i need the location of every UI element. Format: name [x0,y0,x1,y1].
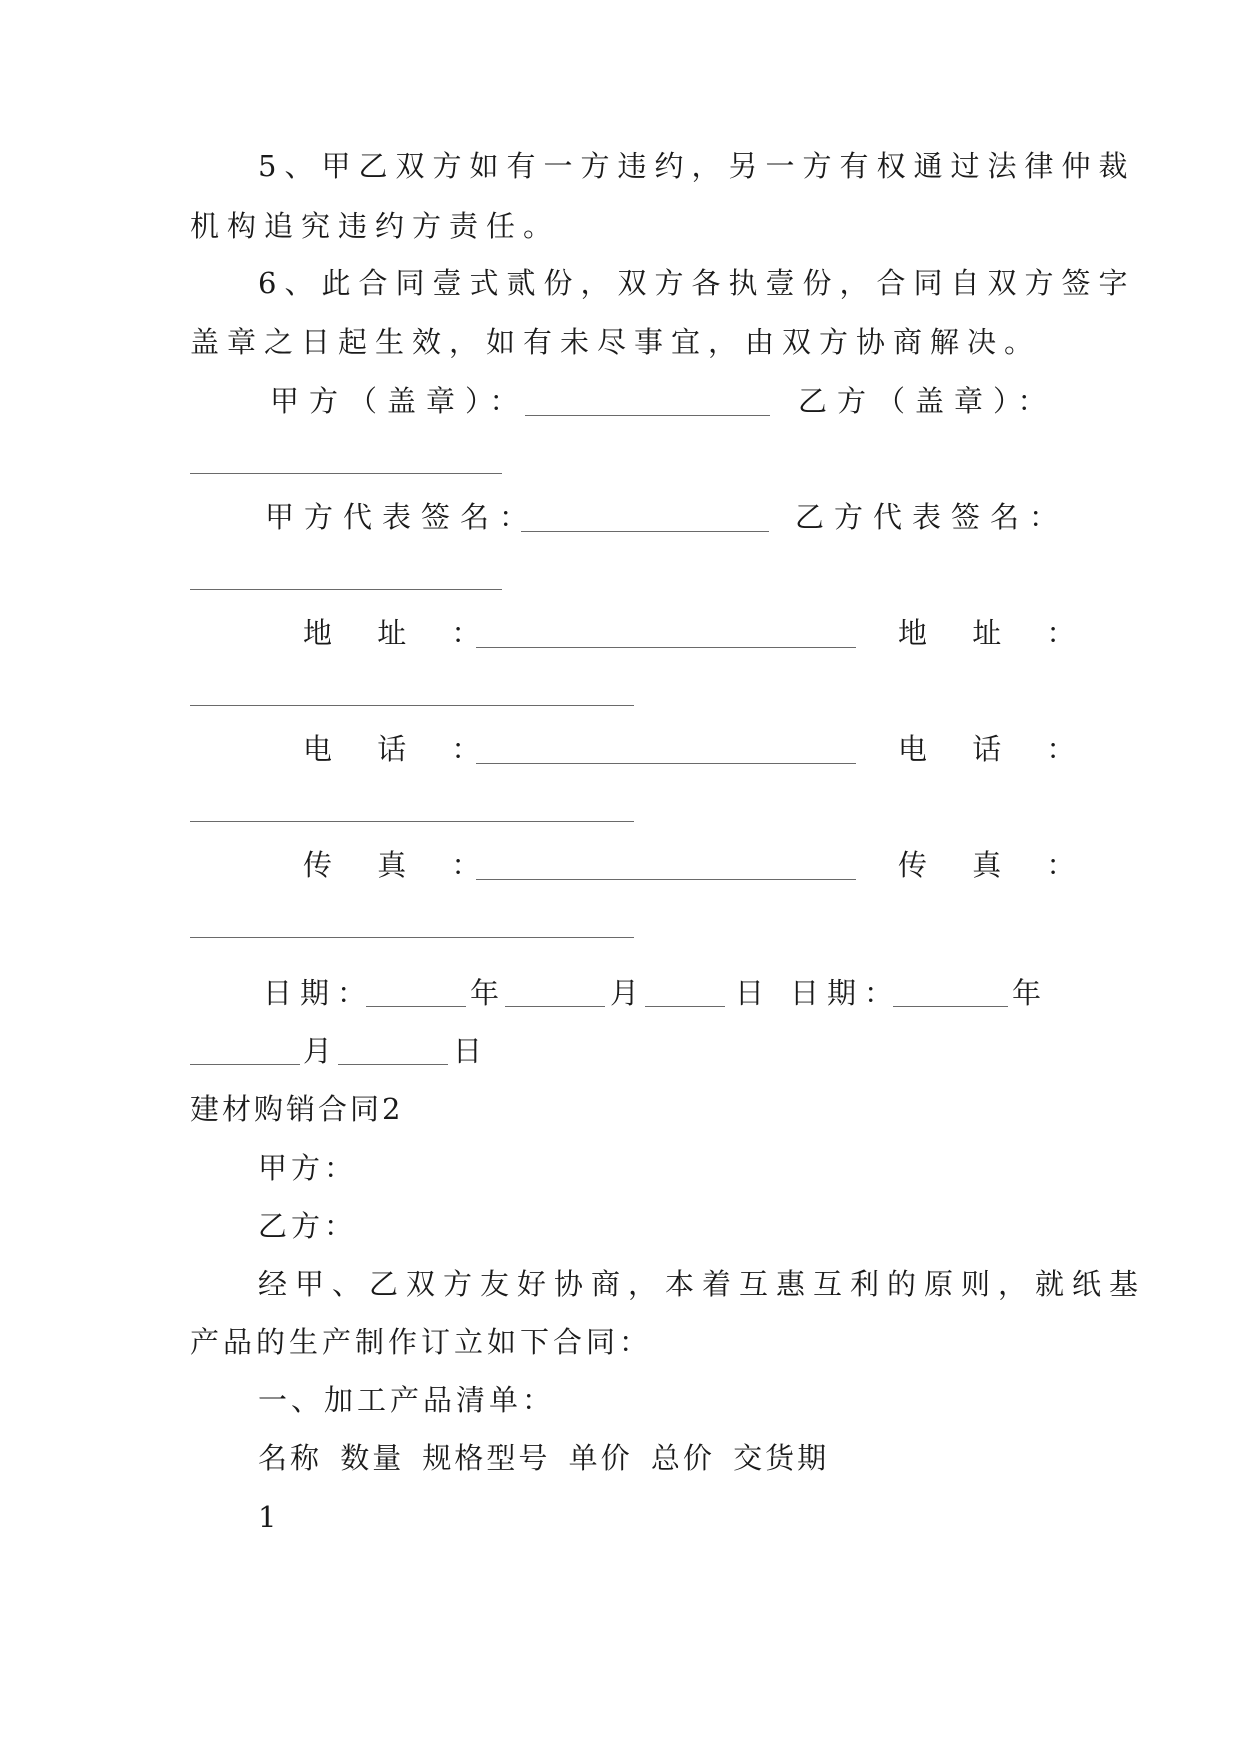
product-table-row-1: 1 [258,1500,277,1534]
phone-a-label: 电 话 ： [303,732,499,766]
phone-b-label: 电 话 ： [898,732,1094,766]
fax-b-label: 传 真 ： [898,848,1094,882]
contract-2-title: 建材购销合同2 [190,1092,404,1126]
section-1-heading: 一、加工产品清单： [258,1383,556,1417]
party-b-rep-blank [190,589,502,590]
party-a-rep-label: 甲方代表签名： [265,500,539,534]
address-b-blank [190,705,634,706]
date-a-day-label: 日 [735,976,765,1010]
date-a-year-blank [366,1006,466,1007]
date-b-month-label: 月 [303,1034,333,1068]
date-a-day-blank [645,1006,725,1007]
date-b-year-label: 年 [1012,976,1042,1010]
clause-6-line-2: 盖章之日起生效，如有未尽事宜，由双方协商解决。 [190,325,1042,359]
party-b-rep-label: 乙方代表签名： [795,500,1069,534]
phone-b-blank [190,821,634,822]
party-a-seal-blank [525,415,770,416]
contract-2-party-a: 甲方： [258,1151,358,1185]
contract-2-intro-line-2: 产品的生产制作订立如下合同： [190,1325,653,1359]
address-a-blank [476,647,856,648]
date-b-day-label: 日 [453,1034,483,1068]
contract-2-intro-line-1: 经甲、乙双方友好协商，本着互惠互利的原则，就纸基 [258,1267,1147,1301]
date-b-label: 日期： [790,976,902,1010]
fax-b-blank [190,937,634,938]
address-a-label: 地 址 ： [303,616,499,650]
phone-a-blank [476,763,856,764]
party-b-seal-blank [190,473,502,474]
date-a-year-label: 年 [470,976,500,1010]
address-b-label: 地 址 ： [898,616,1094,650]
party-a-seal-label: 甲方（盖章）： [270,384,529,418]
party-b-seal-label: 乙方（盖章）： [798,384,1057,418]
party-a-rep-blank [521,531,769,532]
date-a-month-label: 月 [610,976,640,1010]
date-b-day-blank [338,1064,448,1065]
product-table-header: 名称 数量 规格型号 单价 总价 交货期 [258,1441,830,1475]
clause-5-line-2: 机构追究违约方责任。 [190,209,561,243]
date-b-month-blank [190,1064,300,1065]
fax-a-label: 传 真 ： [303,848,499,882]
clause-5-line-1: 5、甲乙双方如有一方违约，另一方有权通过法律仲裁 [258,149,1136,183]
date-a-label: 日期： [263,976,375,1010]
date-a-month-blank [505,1006,605,1007]
contract-2-party-b: 乙方： [258,1209,358,1243]
date-b-year-blank [893,1006,1008,1007]
fax-a-blank [476,879,856,880]
clause-6-line-1: 6、此合同壹式贰份，双方各执壹份，合同自双方签字 [258,266,1136,300]
